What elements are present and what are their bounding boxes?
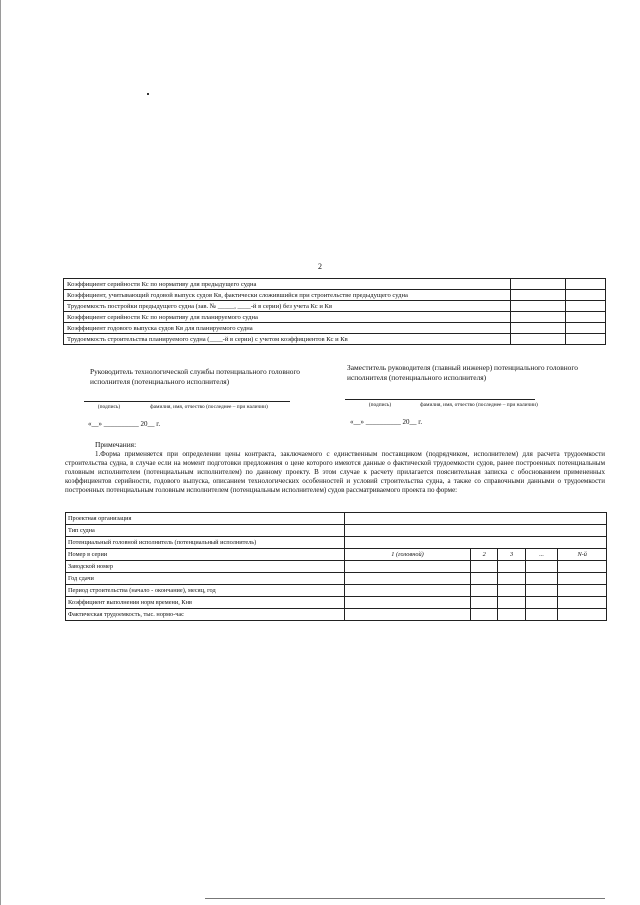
form-value <box>498 573 525 585</box>
form-value <box>498 585 525 597</box>
form-value <box>525 585 558 597</box>
table-row <box>64 279 606 290</box>
left-sign-caption: (подпись) <box>97 404 121 410</box>
form-value <box>470 561 497 573</box>
form-value <box>558 597 607 609</box>
table-row <box>66 573 607 585</box>
bottom-rule <box>205 898 605 899</box>
form-value <box>345 513 607 525</box>
form-value <box>525 609 558 621</box>
form-value <box>525 573 558 585</box>
reference-form-table <box>65 512 607 621</box>
form-value <box>498 597 525 609</box>
form-label: Тип судна <box>66 525 345 537</box>
left-date-line: «__» __________ 20__ г. <box>88 420 161 428</box>
form-value <box>525 597 558 609</box>
table-row <box>66 585 607 597</box>
value-cell <box>566 312 606 323</box>
value-cell <box>511 312 566 323</box>
form-value <box>345 537 607 549</box>
right-name-caption: фамилия, имя, отчество (последнее – при наличии) <box>420 402 538 408</box>
coef-label: Коэффициент серийности Кс по нормативу для предыдущего судна <box>64 279 511 290</box>
value-cell <box>566 279 606 290</box>
value-cell <box>566 290 606 301</box>
form-value <box>498 561 525 573</box>
form-value <box>345 609 471 621</box>
table-row <box>64 323 606 334</box>
value-cell <box>511 323 566 334</box>
form-value <box>470 609 497 621</box>
value-cell <box>566 334 606 345</box>
table-row <box>66 609 607 621</box>
value-cell <box>566 323 606 334</box>
form-label: Год сдачи <box>66 573 345 585</box>
form-value <box>470 573 497 585</box>
form-value <box>498 609 525 621</box>
left-name-caption: фамилия, имя, отчество (последнее – при наличии) <box>150 404 268 410</box>
scan-speck <box>147 93 149 95</box>
form-value <box>345 561 471 573</box>
form-value <box>345 525 607 537</box>
table-row <box>66 597 607 609</box>
table-row <box>64 312 606 323</box>
table-row <box>64 334 606 345</box>
form-value <box>525 561 558 573</box>
form-value <box>470 585 497 597</box>
form-label: Потенциальный головной исполнитель (потенциальный исполнитель) <box>66 537 345 549</box>
coef-label: Трудоемкость строительства планируемого судна (____-й в серии) с учетом коэффициентов Кс и Кв <box>64 334 511 345</box>
coef-label: Коэффициент серийности Кс по нормативу для планируемого судна <box>64 312 511 323</box>
coef-label: Коэффициент годового выпуска судов Кв для планируемого судна <box>64 323 511 334</box>
series-header: N-й <box>558 549 607 561</box>
page-number: 2 <box>318 262 322 271</box>
right-date-line: «__» __________ 20__ г. <box>350 418 423 426</box>
coef-label: Коэффициент, учитывающий годовой выпуск судов Кв, фактически сложившийся при строительстве предыдущего судна <box>64 290 511 301</box>
value-cell <box>511 301 566 312</box>
form-value <box>558 573 607 585</box>
form-label: Фактическая трудоемкость, тыс. нормо-час <box>66 609 345 621</box>
notes-heading: Примечания: <box>95 440 137 449</box>
form-value <box>470 597 497 609</box>
form-value <box>558 585 607 597</box>
series-header: 2 <box>470 549 497 561</box>
left-signature-line <box>84 401 290 402</box>
table-row <box>66 525 607 537</box>
form-label: Коэффициент выполнения норм времени, Кнв <box>66 597 345 609</box>
table-row <box>66 537 607 549</box>
form-value <box>345 573 471 585</box>
coefficient-table <box>63 278 606 345</box>
form-label: Номер в серии <box>66 549 345 561</box>
form-value <box>558 609 607 621</box>
right-signatory-title: Заместитель руководителя (главный инженер) потенциального головного исполнителя (потенциального исполнителя) <box>347 363 578 382</box>
form-value <box>558 561 607 573</box>
notes-paragraph: 1.Форма применяется при определении цены контракта, заключаемого с единственным поставщиком (подрядчиком, исполнителем) для расчета трудоемкости строительства судна, в случае если на момент подготовки предложения о цене которого имеются данные о фактической трудоемкости судов, ранее построенных потенциальным головным исполнителем (потенциальным исполнителем) по данному проекту. В этом случае к расчету прилагается пояснительная записка с обоснованием примененных коэффициентов серийности, годового выпуска, описанием технологических особенностей и условий строительства судна, а также со справочными данными о трудоемкости построенных потенциальным головным исполнителем (потенциальным исполнителем) судов рассматриваемого проекта по форме: <box>65 450 605 494</box>
form-label: Заводской номер <box>66 561 345 573</box>
table-row <box>66 561 607 573</box>
form-label: Период строительства (начало - окончание), месяц, год <box>66 585 345 597</box>
form-value <box>345 585 471 597</box>
series-header: ... <box>525 549 558 561</box>
value-cell <box>566 301 606 312</box>
form-label: Проектная организация <box>66 513 345 525</box>
form-value <box>345 597 471 609</box>
right-sign-caption: (подпись) <box>368 402 392 408</box>
table-row <box>66 549 607 561</box>
right-signature-line <box>345 399 535 400</box>
value-cell <box>511 290 566 301</box>
left-signatory-title: Руководитель технологической службы потенциального головного исполнителя (потенциального исполнителя) <box>90 367 301 386</box>
series-header: 1 (головной) <box>345 549 471 561</box>
value-cell <box>511 334 566 345</box>
value-cell <box>511 279 566 290</box>
table-row <box>64 290 606 301</box>
table-row <box>66 513 607 525</box>
table-row <box>64 301 606 312</box>
coef-label: Трудоемкость постройки предыдущего судна (зав. № _____, ____-й в серии) без учета Кс и Кв <box>64 301 511 312</box>
series-header: 3 <box>498 549 525 561</box>
